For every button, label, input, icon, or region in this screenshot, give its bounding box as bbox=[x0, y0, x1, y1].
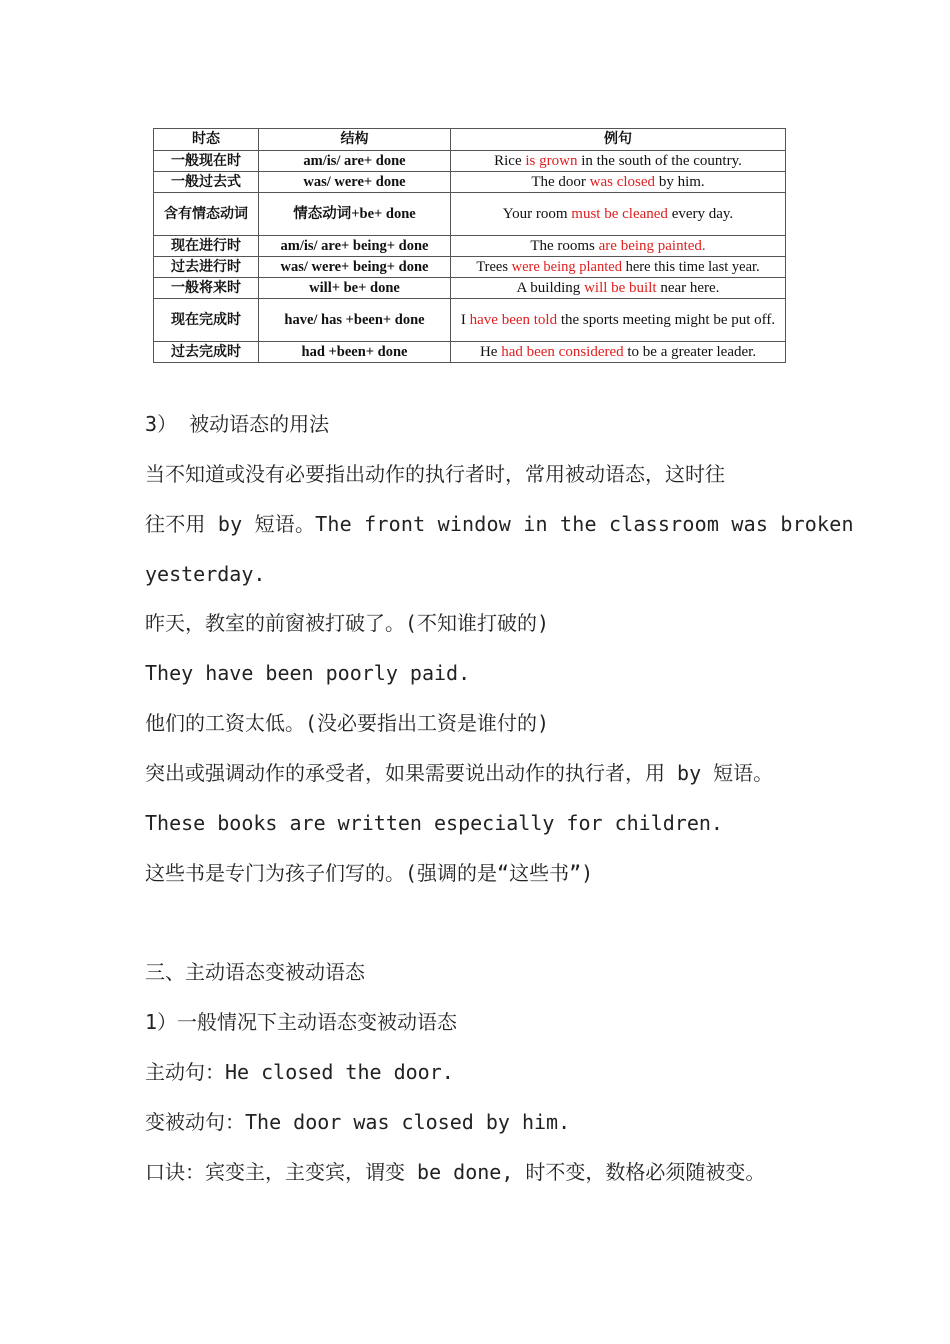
example-cell: The door was closed by him. bbox=[451, 172, 786, 193]
section-heading-usage: 3） 被动语态的用法 bbox=[145, 412, 330, 436]
passive-highlight: will be built bbox=[584, 279, 657, 296]
passive-highlight: must be cleaned bbox=[571, 205, 668, 222]
paragraph-line: yesterday. bbox=[145, 562, 266, 586]
structure-cell: was/ were+ being+ done bbox=[259, 257, 451, 278]
tense-cell: 现在进行时 bbox=[154, 236, 259, 257]
tense-cell: 现在完成时 bbox=[154, 299, 259, 342]
structure-cell: have/ has +been+ done bbox=[259, 299, 451, 342]
passive-voice-tense-table bbox=[153, 128, 786, 363]
structure-cell: 情态动词+be+ done bbox=[259, 193, 451, 236]
example-cell: A building will be built near here. bbox=[451, 278, 786, 299]
example-cell: Trees were being planted here this time last year. bbox=[451, 257, 786, 278]
tense-cell: 过去完成时 bbox=[154, 342, 259, 363]
table-row bbox=[154, 193, 786, 236]
structure-cell: am/is/ are+ being+ done bbox=[259, 236, 451, 257]
example-cell: Rice is grown in the south of the country. bbox=[451, 151, 786, 172]
table-row bbox=[154, 257, 786, 278]
table-row bbox=[154, 278, 786, 299]
structure-cell: had +been+ done bbox=[259, 342, 451, 363]
section-heading-conversion: 三、主动语态变被动语态 bbox=[145, 960, 365, 984]
structure-cell: will+ be+ done bbox=[259, 278, 451, 299]
subsection-heading: 1）一般情况下主动语态变被动语态 bbox=[145, 1010, 458, 1034]
table-row bbox=[154, 342, 786, 363]
passive-sentence: 变被动句：The door was closed by him. bbox=[145, 1110, 571, 1134]
tense-cell: 一般现在时 bbox=[154, 151, 259, 172]
table-row bbox=[154, 172, 786, 193]
header-tense: 时态 bbox=[154, 129, 259, 151]
paragraph-line: 当不知道或没有必要指出动作的执行者时，常用被动语态，这时往 bbox=[145, 462, 725, 486]
table-header-row bbox=[154, 129, 786, 151]
table-row bbox=[154, 151, 786, 172]
example-sentence: They have been poorly paid. bbox=[145, 661, 471, 685]
structure-cell: was/ were+ done bbox=[259, 172, 451, 193]
passive-highlight: are being painted. bbox=[598, 237, 706, 254]
example-cell: Your room must be cleaned every day. bbox=[451, 193, 786, 236]
example-cell: He had been considered to be a greater leader. bbox=[451, 342, 786, 363]
header-example: 例句 bbox=[451, 129, 786, 151]
active-sentence: 主动句：He closed the door. bbox=[145, 1060, 454, 1084]
passive-highlight: had been considered bbox=[501, 343, 624, 360]
passive-highlight: were being planted bbox=[511, 258, 622, 275]
table-row bbox=[154, 299, 786, 342]
example-cell: I have been told the sports meeting might be put off. bbox=[451, 299, 786, 342]
tense-cell: 含有情态动词 bbox=[154, 193, 259, 236]
tense-cell: 过去进行时 bbox=[154, 257, 259, 278]
translation-line: 昨天，教室的前窗被打破了。(不知谁打破的) bbox=[145, 611, 550, 635]
translation-line: 他们的工资太低。(没必要指出工资是谁付的) bbox=[145, 711, 550, 735]
header-structure: 结构 bbox=[259, 129, 451, 151]
passive-highlight: have been told bbox=[469, 311, 558, 328]
passive-highlight: is grown bbox=[525, 152, 578, 169]
translation-line: 这些书是专门为孩子们写的。(强调的是“这些书”) bbox=[145, 861, 594, 885]
paragraph-line: 突出或强调动作的承受者，如果需要说出动作的执行者，用 by 短语。 bbox=[145, 761, 774, 785]
passive-highlight: was closed bbox=[589, 173, 656, 190]
tense-cell: 一般将来时 bbox=[154, 278, 259, 299]
tense-cell: 一般过去式 bbox=[154, 172, 259, 193]
example-cell: The rooms are being painted. bbox=[451, 236, 786, 257]
example-sentence: These books are written especially for children. bbox=[145, 811, 723, 835]
mnemonic-line: 口诀：宾变主，主变宾，谓变 be done, 时不变，数格必须随被变。 bbox=[145, 1160, 766, 1184]
structure-cell: am/is/ are+ done bbox=[259, 151, 451, 172]
table-row bbox=[154, 236, 786, 257]
paragraph-line: 往不用 by 短语。The front window in the classroom was broken bbox=[145, 512, 854, 536]
